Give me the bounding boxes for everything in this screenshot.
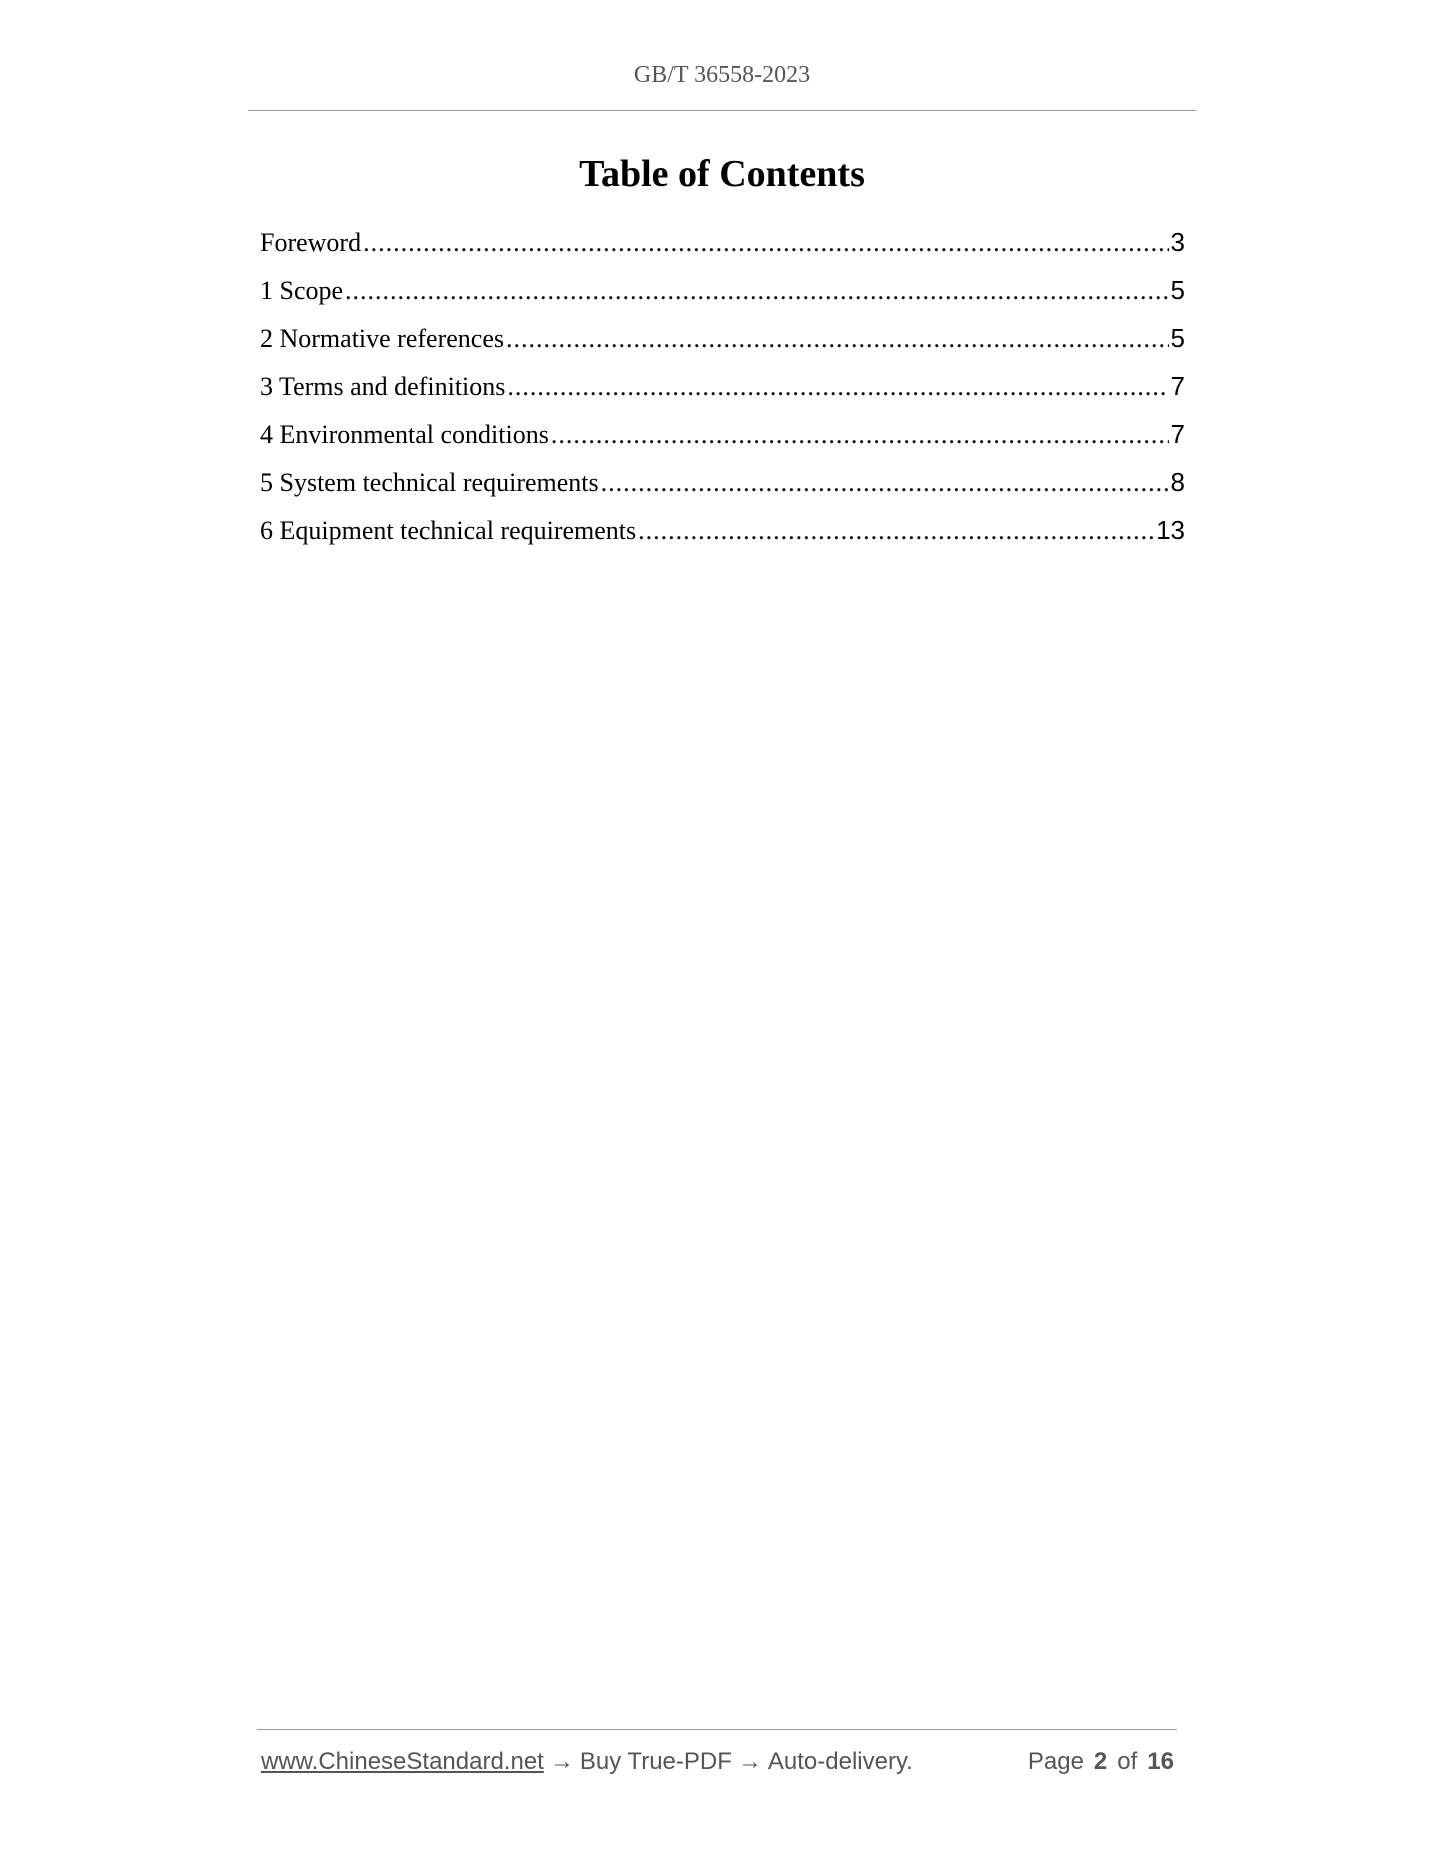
toc-entry-environmental-conditions[interactable] xyxy=(260,414,1185,462)
toc-entry-page: 3 xyxy=(1170,227,1185,257)
auto-delivery-text: Auto-delivery. xyxy=(767,1748,913,1775)
dot-leader xyxy=(345,271,1168,311)
dot-leader xyxy=(506,319,1169,359)
toc-entry-page: 7 xyxy=(1170,419,1185,449)
dot-leader xyxy=(363,223,1168,263)
toc-entry-system-technical-requirements[interactable] xyxy=(260,462,1185,510)
toc-entry-equipment-technical-requirements[interactable] xyxy=(260,510,1185,558)
header-divider xyxy=(248,110,1196,111)
toc-entry-label[interactable]: 3 Terms and definitions xyxy=(260,372,506,401)
toc-entry-label[interactable]: 4 Environmental conditions xyxy=(260,420,549,449)
dot-leader xyxy=(507,367,1168,407)
toc-entry-page: 13 xyxy=(1156,515,1185,545)
page-label: Page xyxy=(1027,1748,1084,1775)
current-page-number: 2 xyxy=(1093,1748,1108,1775)
right-arrow-icon: → xyxy=(549,1748,574,1775)
toc-title: Table of Contents xyxy=(579,153,865,195)
toc-entry-page: 8 xyxy=(1170,467,1185,497)
of-label: of xyxy=(1117,1748,1138,1775)
toc-entry-terms-and-definitions[interactable] xyxy=(260,366,1185,414)
toc-entry-label[interactable]: Foreword xyxy=(260,228,362,257)
page-indicator xyxy=(1028,1748,1174,1776)
footer-divider xyxy=(257,1729,1177,1730)
website-link[interactable]: www.ChineseStandard.net xyxy=(261,1748,544,1775)
document-header: GB/T 36558-2023 xyxy=(633,62,811,88)
toc-list xyxy=(260,222,1185,558)
toc-entry-foreword[interactable] xyxy=(260,222,1185,270)
toc-entry-label[interactable]: 5 System technical requirements xyxy=(260,468,599,497)
total-pages-number: 16 xyxy=(1147,1748,1174,1775)
dot-leader xyxy=(601,463,1169,503)
toc-entry-page: 7 xyxy=(1170,371,1185,401)
toc-entry-label[interactable]: 2 Normative references xyxy=(260,324,504,353)
toc-entry-page: 5 xyxy=(1170,275,1185,305)
toc-entry-normative-references[interactable] xyxy=(260,318,1185,366)
toc-entry-label[interactable]: 6 Equipment technical requirements xyxy=(260,516,637,545)
dot-leader xyxy=(551,415,1169,455)
toc-entry-page: 5 xyxy=(1170,323,1185,353)
right-arrow-icon: → xyxy=(737,1748,762,1775)
footer-promo xyxy=(261,1748,913,1776)
dot-leader xyxy=(638,511,1154,551)
toc-entry-label[interactable]: 1 Scope xyxy=(260,276,344,305)
page-footer xyxy=(261,1748,1179,1782)
toc-entry-scope[interactable] xyxy=(260,270,1185,318)
buy-true-pdf-text: Buy True-PDF xyxy=(579,1748,732,1775)
